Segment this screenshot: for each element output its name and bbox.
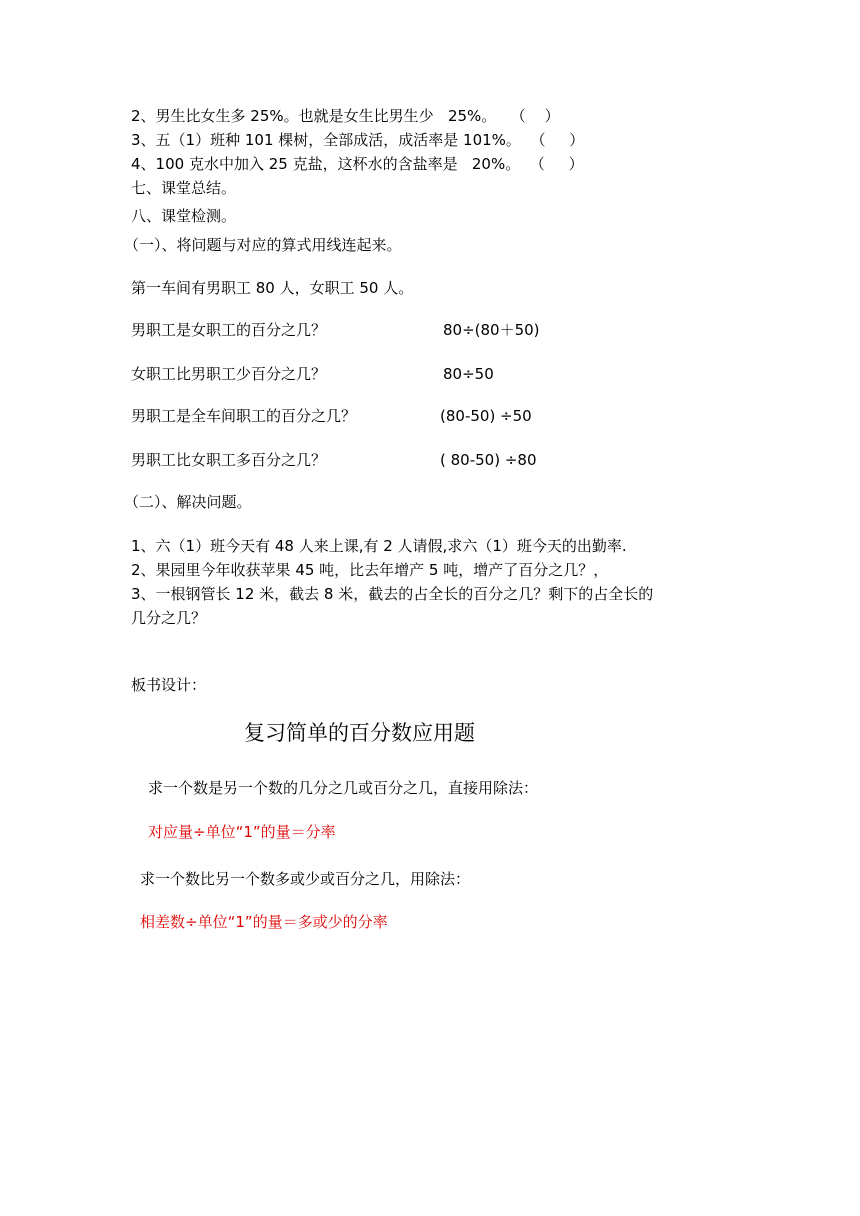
board-rule-1: 求一个数是另一个数的几分之几或百分之几，直接用除法： <box>148 779 539 797</box>
section-heading-test: 八、课堂检测。 <box>131 207 237 225</box>
problem-1: 1、六（1）班今天有 48 人来上课,有 2 人请假,求六（1）班今天的出勤率. <box>131 537 627 555</box>
part2-heading: （二）、解决问题。 <box>124 493 252 511</box>
board-design-label: 板书设计： <box>131 676 207 694</box>
match-formula-3: (80-50) ÷50 <box>440 407 532 425</box>
board-formula-1: 对应量÷单位“1”的量＝分率 <box>148 823 336 841</box>
part1-intro: 第一车间有男职工 80 人，女职工 50 人。 <box>131 279 414 297</box>
problem-2: 2、果园里今年收获苹果 45 吨，比去年增产 5 吨，增产了百分之几？， <box>131 561 609 579</box>
part1-heading: （一）、将问题与对应的算式用线连起来。 <box>124 236 402 254</box>
match-question-4: 男职工比女职工多百分之几？ <box>131 451 327 469</box>
judge-question-2: 2、男生比女生多 25%。也就是女生比男生少 25%。 （ ） <box>131 107 560 125</box>
match-question-1: 男职工是女职工的百分之几？ <box>131 321 327 339</box>
judge-question-3: 3、五（1）班种 101 棵树，全部成活，成活率是 101%。 （ ） <box>131 131 585 149</box>
match-formula-1: 80÷(80＋50) <box>443 321 540 339</box>
match-question-2: 女职工比男职工少百分之几？ <box>131 365 327 383</box>
match-question-3: 男职工是全车间职工的百分之几？ <box>131 407 357 425</box>
judge-question-4: 4、100 克水中加入 25 克盐，这杯水的含盐率是 20%。 （ ） <box>131 155 584 173</box>
section-heading-summary: 七、课堂总结。 <box>131 179 237 197</box>
problem-3-line-2: 几分之几？ <box>131 609 207 627</box>
board-title: 复习简单的百分数应用题 <box>244 721 475 745</box>
board-formula-2: 相差数÷单位“1”的量＝多或少的分率 <box>140 913 388 931</box>
match-formula-2: 80÷50 <box>443 365 494 383</box>
board-rule-2: 求一个数比另一个数多或少或百分之几，用除法： <box>140 870 471 888</box>
match-formula-4: ( 80-50) ÷80 <box>440 451 537 469</box>
problem-3-line-1: 3、一根钢管长 12 米，截去 8 米，截去的占全长的百分之几？剩下的占全长的 <box>131 585 654 603</box>
